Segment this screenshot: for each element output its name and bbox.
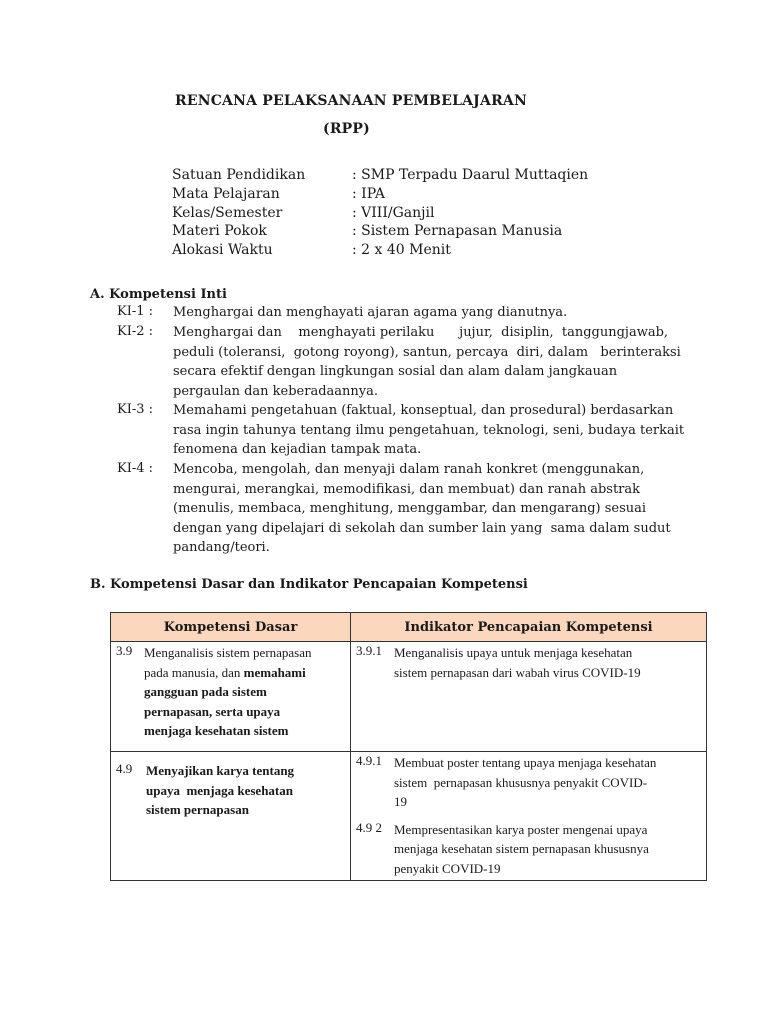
kd-text-plain: pada manusia, dan: [144, 664, 244, 680]
ki-line: mengurai, merangkai, memodifikasi, dan membuat) dan ranah abstrak: [173, 481, 641, 497]
ki-line: rasa ingin tahunya tentang ilmu pengetahuan, teknologi, seni, budaya terkait: [173, 422, 685, 438]
ki-line: Menghargai dan menghayati ajaran agama yang dianutnya.: [173, 305, 568, 320]
table-header-row: [111, 613, 707, 642]
kd-text-bold: memahami: [243, 664, 306, 680]
document-subtitle: (RPP): [323, 121, 370, 137]
header-indikator: Indikator Pencapaian Kompetensi: [351, 613, 707, 642]
identity-value: : 2 x 40 Menit: [352, 242, 451, 258]
ki-line: Menghargai dan menghayati perilaku jujur, disiplin, tanggungjawab,: [173, 325, 669, 340]
indicator-line: Mempresentasikan karya poster mengenai upaya: [394, 821, 648, 837]
table-row: [111, 752, 707, 881]
ki-label: KI-1 :: [117, 304, 154, 319]
ki-label: KI-3 :: [117, 402, 154, 417]
kd-cell: [111, 642, 351, 752]
kd-cell: [111, 752, 351, 881]
identity-label: Alokasi Waktu: [172, 242, 273, 258]
indicator-line: 19: [394, 794, 407, 809]
header-kompetensi-dasar: Kompetensi Dasar: [111, 613, 351, 642]
kd-text-line: Menganalisis sistem pernapasan: [144, 645, 312, 660]
indicator-number: 4.9.1: [356, 753, 382, 768]
ki-line: peduli (toleransi, gotong royong), santun, percaya diri, dalam berinteraksi: [173, 344, 681, 360]
indicator-line: sistem pernapasan khususnya penyakit COVID-: [394, 774, 648, 790]
ki-line: fenomena dan kejadian tampak mata.: [173, 442, 422, 458]
indicator-line: menjaga kesehatan sistem pernapasan khususnya: [394, 841, 649, 856]
ki-line: dengan yang dipelajari di sekolah dan sumber lain yang sama dalam sudut: [173, 520, 671, 536]
identity-value: : IPA: [352, 186, 385, 202]
ki-text: [173, 401, 684, 460]
kd-text-line: pernapasan, serta upaya: [144, 703, 281, 719]
kd-number: 3.9: [116, 643, 133, 658]
section-b-heading: B. Kompetensi Dasar dan Indikator Pencapaian Kompetensi: [90, 577, 528, 592]
kd-text-line: gangguan pada sistem: [144, 684, 267, 699]
indicator-cell: [351, 752, 707, 881]
identity-label: Mata Pelajaran: [172, 186, 280, 202]
indicator-number: 3.9.1: [356, 643, 382, 658]
ki-text: [173, 460, 671, 558]
kd-text-line: menjaga kesehatan sistem: [144, 723, 289, 738]
identity-label: Kelas/Semester: [172, 205, 283, 221]
indicator-number: 4.9 2: [356, 819, 382, 835]
ki-line: (menulis, membaca, menghitung, menggambar, dan mengarang) sesuai: [173, 501, 647, 517]
ki-text: [173, 323, 681, 401]
indicator-line: sistem pernapasan dari wabah virus COVID-19: [394, 664, 641, 680]
ki-label: KI-4 :: [117, 461, 154, 476]
kd-number: 4.9: [116, 761, 133, 776]
identity-value: : VIII/Ganjil: [352, 205, 435, 221]
indicator-line: Menganalisis upaya untuk menjaga kesehatan: [394, 645, 633, 660]
ki-text: [173, 303, 567, 323]
ki-line: pergaulan dan keberadaannya.: [173, 383, 379, 399]
indicator-cell: [351, 642, 707, 752]
document-title: RENCANA PELAKSANAAN PEMBELAJARAN: [175, 93, 527, 109]
kd-text-line: Menyajikan karya tentang: [146, 763, 295, 778]
ki-line: pandang/teori.: [173, 540, 270, 556]
table-row: [111, 642, 707, 752]
ki-line: secara efektif dengan lingkungan sosial dan alam dalam jangkauan: [173, 364, 618, 380]
ki-line: Memahami pengetahuan (faktual, konseptual, dan prosedural) berdasarkan: [173, 403, 674, 418]
kd-text-line: upaya menjaga kesehatan: [146, 782, 293, 798]
indicator-line: penyakit COVID-19: [394, 860, 501, 876]
competency-table: [110, 612, 707, 881]
identity-value: : Sistem Pernapasan Manusia: [352, 223, 563, 239]
section-a-heading: A. Kompetensi Inti: [90, 287, 227, 302]
identity-label: Materi Pokok: [172, 223, 267, 239]
identity-label: Satuan Pendidikan: [172, 167, 306, 183]
kd-text-line: [144, 663, 350, 683]
ki-line: Mencoba, mengolah, dan menyaji dalam ranah konkret (menggunakan,: [173, 462, 645, 477]
identity-value: : SMP Terpadu Daarul Muttaqien: [352, 167, 589, 183]
kd-text-line: sistem pernapasan: [146, 802, 249, 817]
ki-label: KI-2 :: [117, 324, 154, 339]
indicator-line: Membuat poster tentang upaya menjaga kesehatan: [394, 755, 657, 770]
